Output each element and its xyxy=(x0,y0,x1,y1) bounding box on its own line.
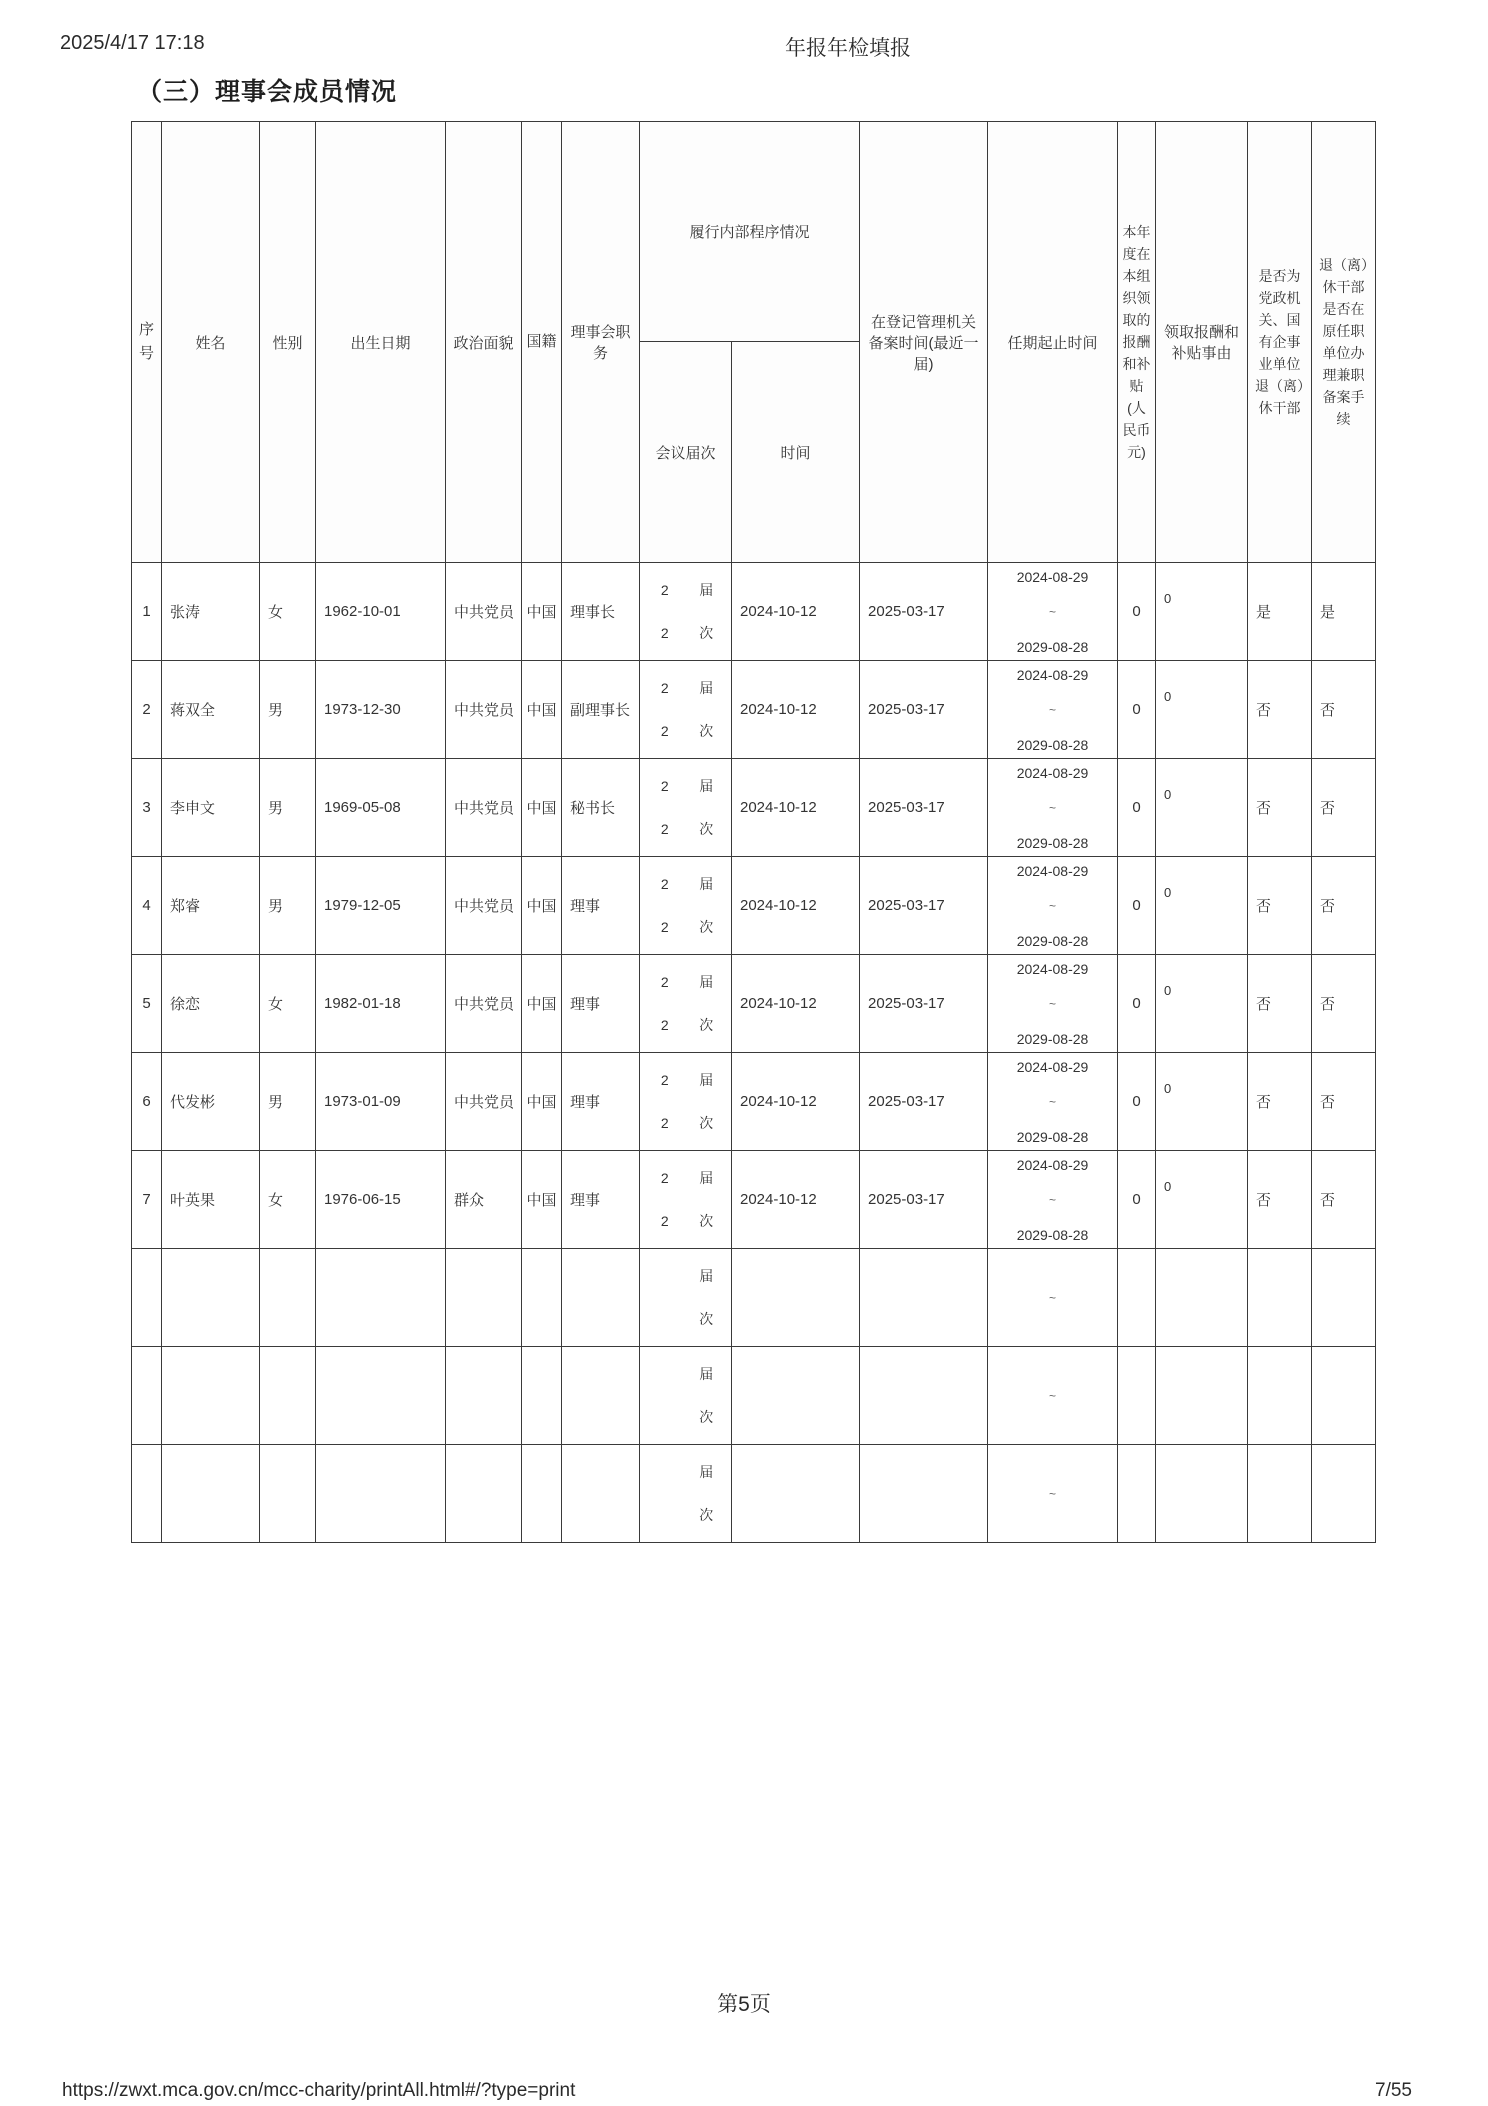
name-cell: 张涛 xyxy=(162,563,260,661)
position-cell: 理事长 xyxy=(562,563,640,661)
header-gender: 性别 xyxy=(260,122,316,563)
term-separator: ~ xyxy=(1049,702,1057,717)
meeting-session-unit: 届 xyxy=(699,1072,714,1088)
meeting-session-unit: 届 xyxy=(699,1366,714,1382)
term-separator: ~ xyxy=(1049,800,1057,815)
meeting-session-unit: 届 xyxy=(699,876,714,892)
filing-time-cell: 2025-03-17 xyxy=(860,661,988,759)
nationality-cell: 中国 xyxy=(522,1053,562,1151)
meeting-times-unit: 次 xyxy=(699,723,714,739)
meeting-cell xyxy=(640,1151,732,1249)
position-cell xyxy=(562,1445,640,1543)
nationality-cell: 中国 xyxy=(522,955,562,1053)
print-page-count: 7/55 xyxy=(1375,2080,1412,2101)
seq-cell: 4 xyxy=(132,857,162,955)
politics-cell xyxy=(446,1249,522,1347)
meeting-times-unit: 次 xyxy=(699,1115,714,1131)
filed-cell: 否 xyxy=(1312,857,1376,955)
meeting-times-unit: 次 xyxy=(699,1409,714,1425)
table-row xyxy=(132,1053,1376,1151)
table-row xyxy=(132,955,1376,1053)
meeting-times-unit: 次 xyxy=(699,1213,714,1229)
table-row xyxy=(132,1347,1376,1445)
position-cell xyxy=(562,1249,640,1347)
name-cell xyxy=(162,1445,260,1543)
meeting-session: 2 xyxy=(660,680,669,696)
gender-cell xyxy=(260,1249,316,1347)
pay-cell xyxy=(1118,1445,1156,1543)
retired-cell xyxy=(1248,1347,1312,1445)
filing-time-cell: 2025-03-17 xyxy=(860,759,988,857)
birth-cell: 1982-01-18 xyxy=(316,955,446,1053)
birth-cell: 1969-05-08 xyxy=(316,759,446,857)
term-cell xyxy=(988,1151,1118,1249)
meeting-cell xyxy=(640,1347,732,1445)
meeting-cell xyxy=(640,1249,732,1347)
politics-cell: 中共党员 xyxy=(446,955,522,1053)
pay-reason-cell xyxy=(1156,1249,1248,1347)
seq-cell xyxy=(132,1249,162,1347)
header-position: 理事会职务 xyxy=(562,122,640,563)
meeting-session: 2 xyxy=(660,876,669,892)
filed-cell: 是 xyxy=(1312,563,1376,661)
pay-cell xyxy=(1118,1249,1156,1347)
meeting-times-unit: 次 xyxy=(699,625,714,641)
gender-cell: 女 xyxy=(260,955,316,1053)
term-separator: ~ xyxy=(1049,1486,1057,1501)
nationality-cell xyxy=(522,1445,562,1543)
meeting-times: 2 xyxy=(660,625,669,641)
header-filing: 在登记管理机关备案时间(最近一届) xyxy=(860,122,988,563)
header-meeting: 会议届次 xyxy=(640,342,732,563)
retired-cell: 否 xyxy=(1248,759,1312,857)
retired-cell xyxy=(1248,1445,1312,1543)
filing-time-cell: 2025-03-17 xyxy=(860,1151,988,1249)
retired-cell xyxy=(1248,1249,1312,1347)
gender-cell: 男 xyxy=(260,857,316,955)
meeting-session: 2 xyxy=(660,1072,669,1088)
term-end: 2029-08-28 xyxy=(1016,834,1089,851)
meeting-time-cell: 2024-10-12 xyxy=(732,955,860,1053)
section-title: （三）理事会成员情况 xyxy=(137,78,398,106)
term-cell xyxy=(988,1445,1118,1543)
term-start: 2024-08-29 xyxy=(1016,666,1089,683)
gender-cell xyxy=(260,1445,316,1543)
filed-cell: 否 xyxy=(1312,955,1376,1053)
retired-cell: 否 xyxy=(1248,1053,1312,1151)
pay-reason-cell: 0 xyxy=(1156,563,1248,661)
term-end: 2029-08-28 xyxy=(1016,1128,1089,1145)
birth-cell: 1979-12-05 xyxy=(316,857,446,955)
politics-cell xyxy=(446,1445,522,1543)
term-cell xyxy=(988,955,1118,1053)
pay-cell: 0 xyxy=(1118,759,1156,857)
meeting-session: 2 xyxy=(660,1170,669,1186)
term-separator: ~ xyxy=(1049,1290,1057,1305)
meeting-time-cell: 2024-10-12 xyxy=(732,1151,860,1249)
header-retired: 是否为党政机关、国有企事业单位退（离）休干部 xyxy=(1248,122,1312,563)
header-birth: 出生日期 xyxy=(316,122,446,563)
term-end: 2029-08-28 xyxy=(1016,736,1089,753)
meeting-cell xyxy=(640,759,732,857)
meeting-session-unit: 届 xyxy=(699,974,714,990)
meeting-session-unit: 届 xyxy=(699,1268,714,1284)
filing-time-cell xyxy=(860,1249,988,1347)
pay-cell: 0 xyxy=(1118,955,1156,1053)
birth-cell: 1962-10-01 xyxy=(316,563,446,661)
pay-cell: 0 xyxy=(1118,563,1156,661)
filed-cell xyxy=(1312,1249,1376,1347)
term-cell xyxy=(988,661,1118,759)
term-end: 2029-08-28 xyxy=(1016,1226,1089,1243)
gender-cell: 男 xyxy=(260,661,316,759)
table-row xyxy=(132,563,1376,661)
header-seq: 序号 xyxy=(132,122,162,563)
meeting-session: 2 xyxy=(660,974,669,990)
term-end: 2029-08-28 xyxy=(1016,1030,1089,1047)
term-end: 2029-08-28 xyxy=(1016,932,1089,949)
meeting-cell xyxy=(640,1053,732,1151)
pay-cell: 0 xyxy=(1118,1151,1156,1249)
position-cell: 理事 xyxy=(562,1151,640,1249)
pay-cell: 0 xyxy=(1118,1053,1156,1151)
gender-cell: 女 xyxy=(260,1151,316,1249)
gender-cell: 女 xyxy=(260,563,316,661)
politics-cell: 中共党员 xyxy=(446,1053,522,1151)
meeting-times: 2 xyxy=(660,821,669,837)
meeting-times: 2 xyxy=(660,1213,669,1229)
position-cell: 理事 xyxy=(562,857,640,955)
meeting-time-cell xyxy=(732,1445,860,1543)
meeting-session-unit: 届 xyxy=(699,582,714,598)
table-row xyxy=(132,1445,1376,1543)
filed-cell: 否 xyxy=(1312,759,1376,857)
meeting-times-unit: 次 xyxy=(699,1507,714,1523)
name-cell: 叶英果 xyxy=(162,1151,260,1249)
name-cell xyxy=(162,1249,260,1347)
meeting-session: 2 xyxy=(660,778,669,794)
print-header-title: 年报年检填报 xyxy=(785,37,911,60)
pay-cell: 0 xyxy=(1118,661,1156,759)
name-cell: 代发彬 xyxy=(162,1053,260,1151)
filing-time-cell xyxy=(860,1347,988,1445)
filing-time-cell xyxy=(860,1445,988,1543)
retired-cell: 否 xyxy=(1248,857,1312,955)
header-pay: 本年度在本组织领取的报酬和补贴(人民币元) xyxy=(1118,122,1156,563)
table-row xyxy=(132,1151,1376,1249)
filed-cell xyxy=(1312,1347,1376,1445)
filing-time-cell: 2025-03-17 xyxy=(860,857,988,955)
retired-cell: 是 xyxy=(1248,563,1312,661)
meeting-time-cell xyxy=(732,1347,860,1445)
birth-cell xyxy=(316,1347,446,1445)
term-separator: ~ xyxy=(1049,898,1057,913)
meeting-cell xyxy=(640,1445,732,1543)
filed-cell xyxy=(1312,1445,1376,1543)
gender-cell: 男 xyxy=(260,759,316,857)
term-start: 2024-08-29 xyxy=(1016,960,1089,977)
pay-reason-cell xyxy=(1156,1445,1248,1543)
seq-cell xyxy=(132,1445,162,1543)
birth-cell: 1973-01-09 xyxy=(316,1053,446,1151)
meeting-times-unit: 次 xyxy=(699,919,714,935)
header-filed: 退（离）休干部是否在原任职单位办理兼职备案手续 xyxy=(1312,122,1376,563)
seq-cell: 6 xyxy=(132,1053,162,1151)
term-end: 2029-08-28 xyxy=(1016,638,1089,655)
term-start: 2024-08-29 xyxy=(1016,1058,1089,1075)
nationality-cell: 中国 xyxy=(522,857,562,955)
term-cell xyxy=(988,1347,1118,1445)
meeting-session-unit: 届 xyxy=(699,1464,714,1480)
meeting-cell xyxy=(640,955,732,1053)
term-start: 2024-08-29 xyxy=(1016,1156,1089,1173)
pay-reason-cell: 0 xyxy=(1156,955,1248,1053)
position-cell: 副理事长 xyxy=(562,661,640,759)
nationality-cell: 中国 xyxy=(522,661,562,759)
filed-cell: 否 xyxy=(1312,661,1376,759)
name-cell: 郑睿 xyxy=(162,857,260,955)
term-separator: ~ xyxy=(1049,1094,1057,1109)
nationality-cell xyxy=(522,1347,562,1445)
birth-cell: 1973-12-30 xyxy=(316,661,446,759)
term-separator: ~ xyxy=(1049,996,1057,1011)
term-cell xyxy=(988,759,1118,857)
page-number: 第5页 xyxy=(717,1993,771,2016)
meeting-time-cell: 2024-10-12 xyxy=(732,857,860,955)
seq-cell: 7 xyxy=(132,1151,162,1249)
pay-reason-cell: 0 xyxy=(1156,1053,1248,1151)
seq-cell xyxy=(132,1347,162,1445)
meeting-times-unit: 次 xyxy=(699,821,714,837)
term-start: 2024-08-29 xyxy=(1016,764,1089,781)
gender-cell xyxy=(260,1347,316,1445)
meeting-session-unit: 届 xyxy=(699,778,714,794)
position-cell: 理事 xyxy=(562,1053,640,1151)
politics-cell: 群众 xyxy=(446,1151,522,1249)
term-start: 2024-08-29 xyxy=(1016,568,1089,585)
meeting-time-cell: 2024-10-12 xyxy=(732,563,860,661)
pay-reason-cell: 0 xyxy=(1156,857,1248,955)
term-separator: ~ xyxy=(1049,604,1057,619)
term-start: 2024-08-29 xyxy=(1016,862,1089,879)
politics-cell: 中共党员 xyxy=(446,563,522,661)
pay-reason-cell xyxy=(1156,1347,1248,1445)
position-cell: 秘书长 xyxy=(562,759,640,857)
meeting-times: 2 xyxy=(660,919,669,935)
council-members-table xyxy=(131,121,1376,1543)
gender-cell: 男 xyxy=(260,1053,316,1151)
header-nationality: 国籍 xyxy=(522,122,562,563)
meeting-times: 2 xyxy=(660,723,669,739)
meeting-time-cell: 2024-10-12 xyxy=(732,1053,860,1151)
meeting-times-unit: 次 xyxy=(699,1311,714,1327)
name-cell: 徐恋 xyxy=(162,955,260,1053)
term-separator: ~ xyxy=(1049,1192,1057,1207)
table-row xyxy=(132,1249,1376,1347)
politics-cell: 中共党员 xyxy=(446,857,522,955)
name-cell: 李申文 xyxy=(162,759,260,857)
meeting-cell xyxy=(640,857,732,955)
seq-cell: 2 xyxy=(132,661,162,759)
filing-time-cell: 2025-03-17 xyxy=(860,563,988,661)
print-datetime: 2025/4/17 17:18 xyxy=(60,32,205,54)
birth-cell xyxy=(316,1249,446,1347)
name-cell xyxy=(162,1347,260,1445)
term-separator: ~ xyxy=(1049,1388,1057,1403)
retired-cell: 否 xyxy=(1248,955,1312,1053)
table-row xyxy=(132,661,1376,759)
table-row xyxy=(132,857,1376,955)
table-row xyxy=(132,759,1376,857)
term-cell xyxy=(988,857,1118,955)
term-cell xyxy=(988,1249,1118,1347)
filing-time-cell: 2025-03-17 xyxy=(860,955,988,1053)
header-pay-reason: 领取报酬和补贴事由 xyxy=(1156,122,1248,563)
retired-cell: 否 xyxy=(1248,661,1312,759)
meeting-cell xyxy=(640,661,732,759)
politics-cell: 中共党员 xyxy=(446,661,522,759)
seq-cell: 3 xyxy=(132,759,162,857)
seq-cell: 5 xyxy=(132,955,162,1053)
header-procedure: 履行内部程序情况 xyxy=(640,122,860,342)
pay-cell xyxy=(1118,1347,1156,1445)
term-cell xyxy=(988,563,1118,661)
meeting-time-cell: 2024-10-12 xyxy=(732,759,860,857)
meeting-session-unit: 届 xyxy=(699,680,714,696)
pay-reason-cell: 0 xyxy=(1156,1151,1248,1249)
header-term: 任期起止时间 xyxy=(988,122,1118,563)
term-cell xyxy=(988,1053,1118,1151)
name-cell: 蒋双全 xyxy=(162,661,260,759)
birth-cell: 1976-06-15 xyxy=(316,1151,446,1249)
nationality-cell xyxy=(522,1249,562,1347)
meeting-times-unit: 次 xyxy=(699,1017,714,1033)
filed-cell: 否 xyxy=(1312,1151,1376,1249)
header-politics: 政治面貌 xyxy=(446,122,522,563)
pay-reason-cell: 0 xyxy=(1156,661,1248,759)
position-cell: 理事 xyxy=(562,955,640,1053)
birth-cell xyxy=(316,1445,446,1543)
pay-reason-cell: 0 xyxy=(1156,759,1248,857)
meeting-time-cell xyxy=(732,1249,860,1347)
position-cell xyxy=(562,1347,640,1445)
pay-cell: 0 xyxy=(1118,857,1156,955)
header-time: 时间 xyxy=(732,342,860,563)
politics-cell: 中共党员 xyxy=(446,759,522,857)
meeting-times: 2 xyxy=(660,1017,669,1033)
filed-cell: 否 xyxy=(1312,1053,1376,1151)
header-name: 姓名 xyxy=(162,122,260,563)
meeting-cell xyxy=(640,563,732,661)
meeting-session: 2 xyxy=(660,582,669,598)
meeting-time-cell: 2024-10-12 xyxy=(732,661,860,759)
meeting-times: 2 xyxy=(660,1115,669,1131)
nationality-cell: 中国 xyxy=(522,759,562,857)
meeting-session-unit: 届 xyxy=(699,1170,714,1186)
nationality-cell: 中国 xyxy=(522,1151,562,1249)
filing-time-cell: 2025-03-17 xyxy=(860,1053,988,1151)
politics-cell xyxy=(446,1347,522,1445)
seq-cell: 1 xyxy=(132,563,162,661)
nationality-cell: 中国 xyxy=(522,563,562,661)
print-url: https://zwxt.mca.gov.cn/mcc-charity/printAll.html#/?type=print xyxy=(62,2080,576,2101)
retired-cell: 否 xyxy=(1248,1151,1312,1249)
